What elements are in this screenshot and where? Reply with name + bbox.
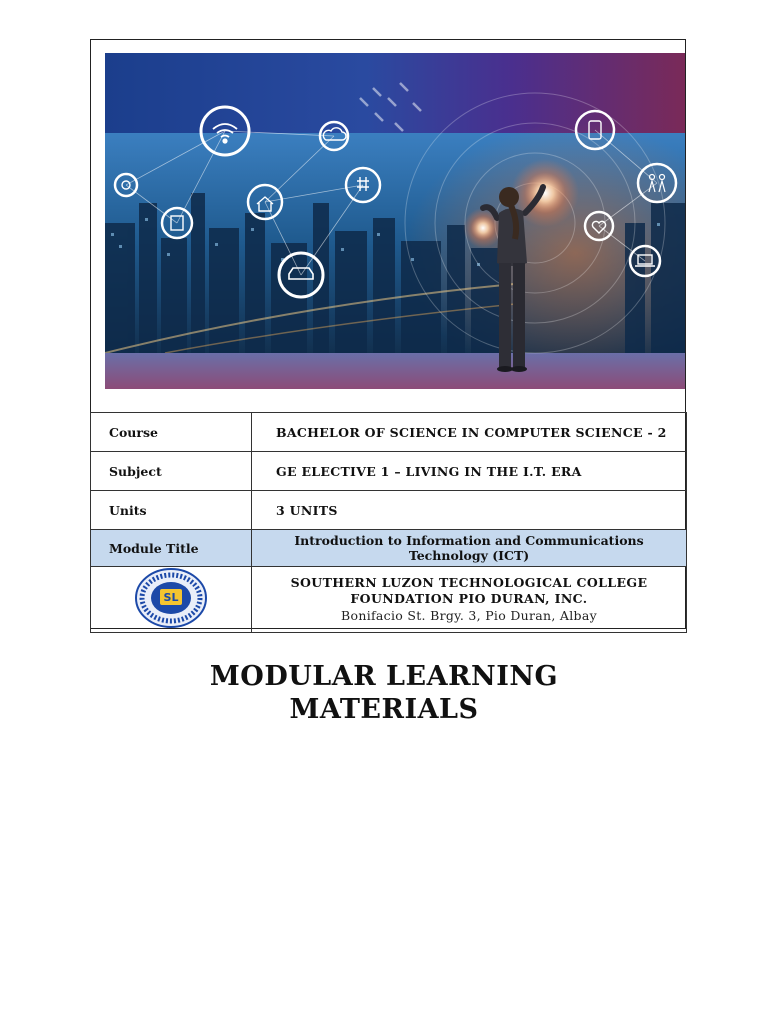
units-row (91, 491, 687, 530)
units-label: Units (91, 491, 252, 530)
school-row (91, 567, 687, 633)
course-info-table (90, 412, 687, 633)
module-title-value (252, 530, 687, 567)
module-title-line2: Technology (ICT) (408, 548, 530, 563)
module-title-line1: Introduction to Information and Communications (294, 533, 644, 548)
school-logo (134, 567, 208, 629)
school-address: Bonifacio St. Brgy. 3, Pio Duran, Albay (341, 608, 597, 623)
units-value: 3 UNITS (252, 491, 687, 530)
smart-city-illustration (105, 53, 685, 389)
module-title-row (91, 530, 687, 567)
school-logo-cell (91, 567, 252, 633)
school-name-line1: SOUTHERN LUZON TECHNOLOGICAL COLLEGE (290, 575, 648, 590)
logo-monogram: SL (163, 591, 179, 604)
hero-image (105, 53, 685, 389)
subject-value: GE ELECTIVE 1 – LIVING IN THE I.T. ERA (252, 452, 687, 491)
heading-line1: MODULAR LEARNING (209, 661, 559, 692)
school-info-cell (252, 567, 687, 633)
course-value: BACHELOR OF SCIENCE IN COMPUTER SCIENCE - 2 (252, 413, 687, 452)
subject-label: Subject (91, 452, 252, 491)
subject-row (91, 452, 687, 491)
heading-line2: MATERIALS (289, 694, 479, 725)
cover-frame (90, 39, 686, 629)
course-label: Course (91, 413, 252, 452)
document-heading (0, 660, 768, 726)
school-name-line2: FOUNDATION PIO DURAN, INC. (350, 591, 588, 606)
module-title-label: Module Title (91, 530, 252, 567)
course-row (91, 413, 687, 452)
